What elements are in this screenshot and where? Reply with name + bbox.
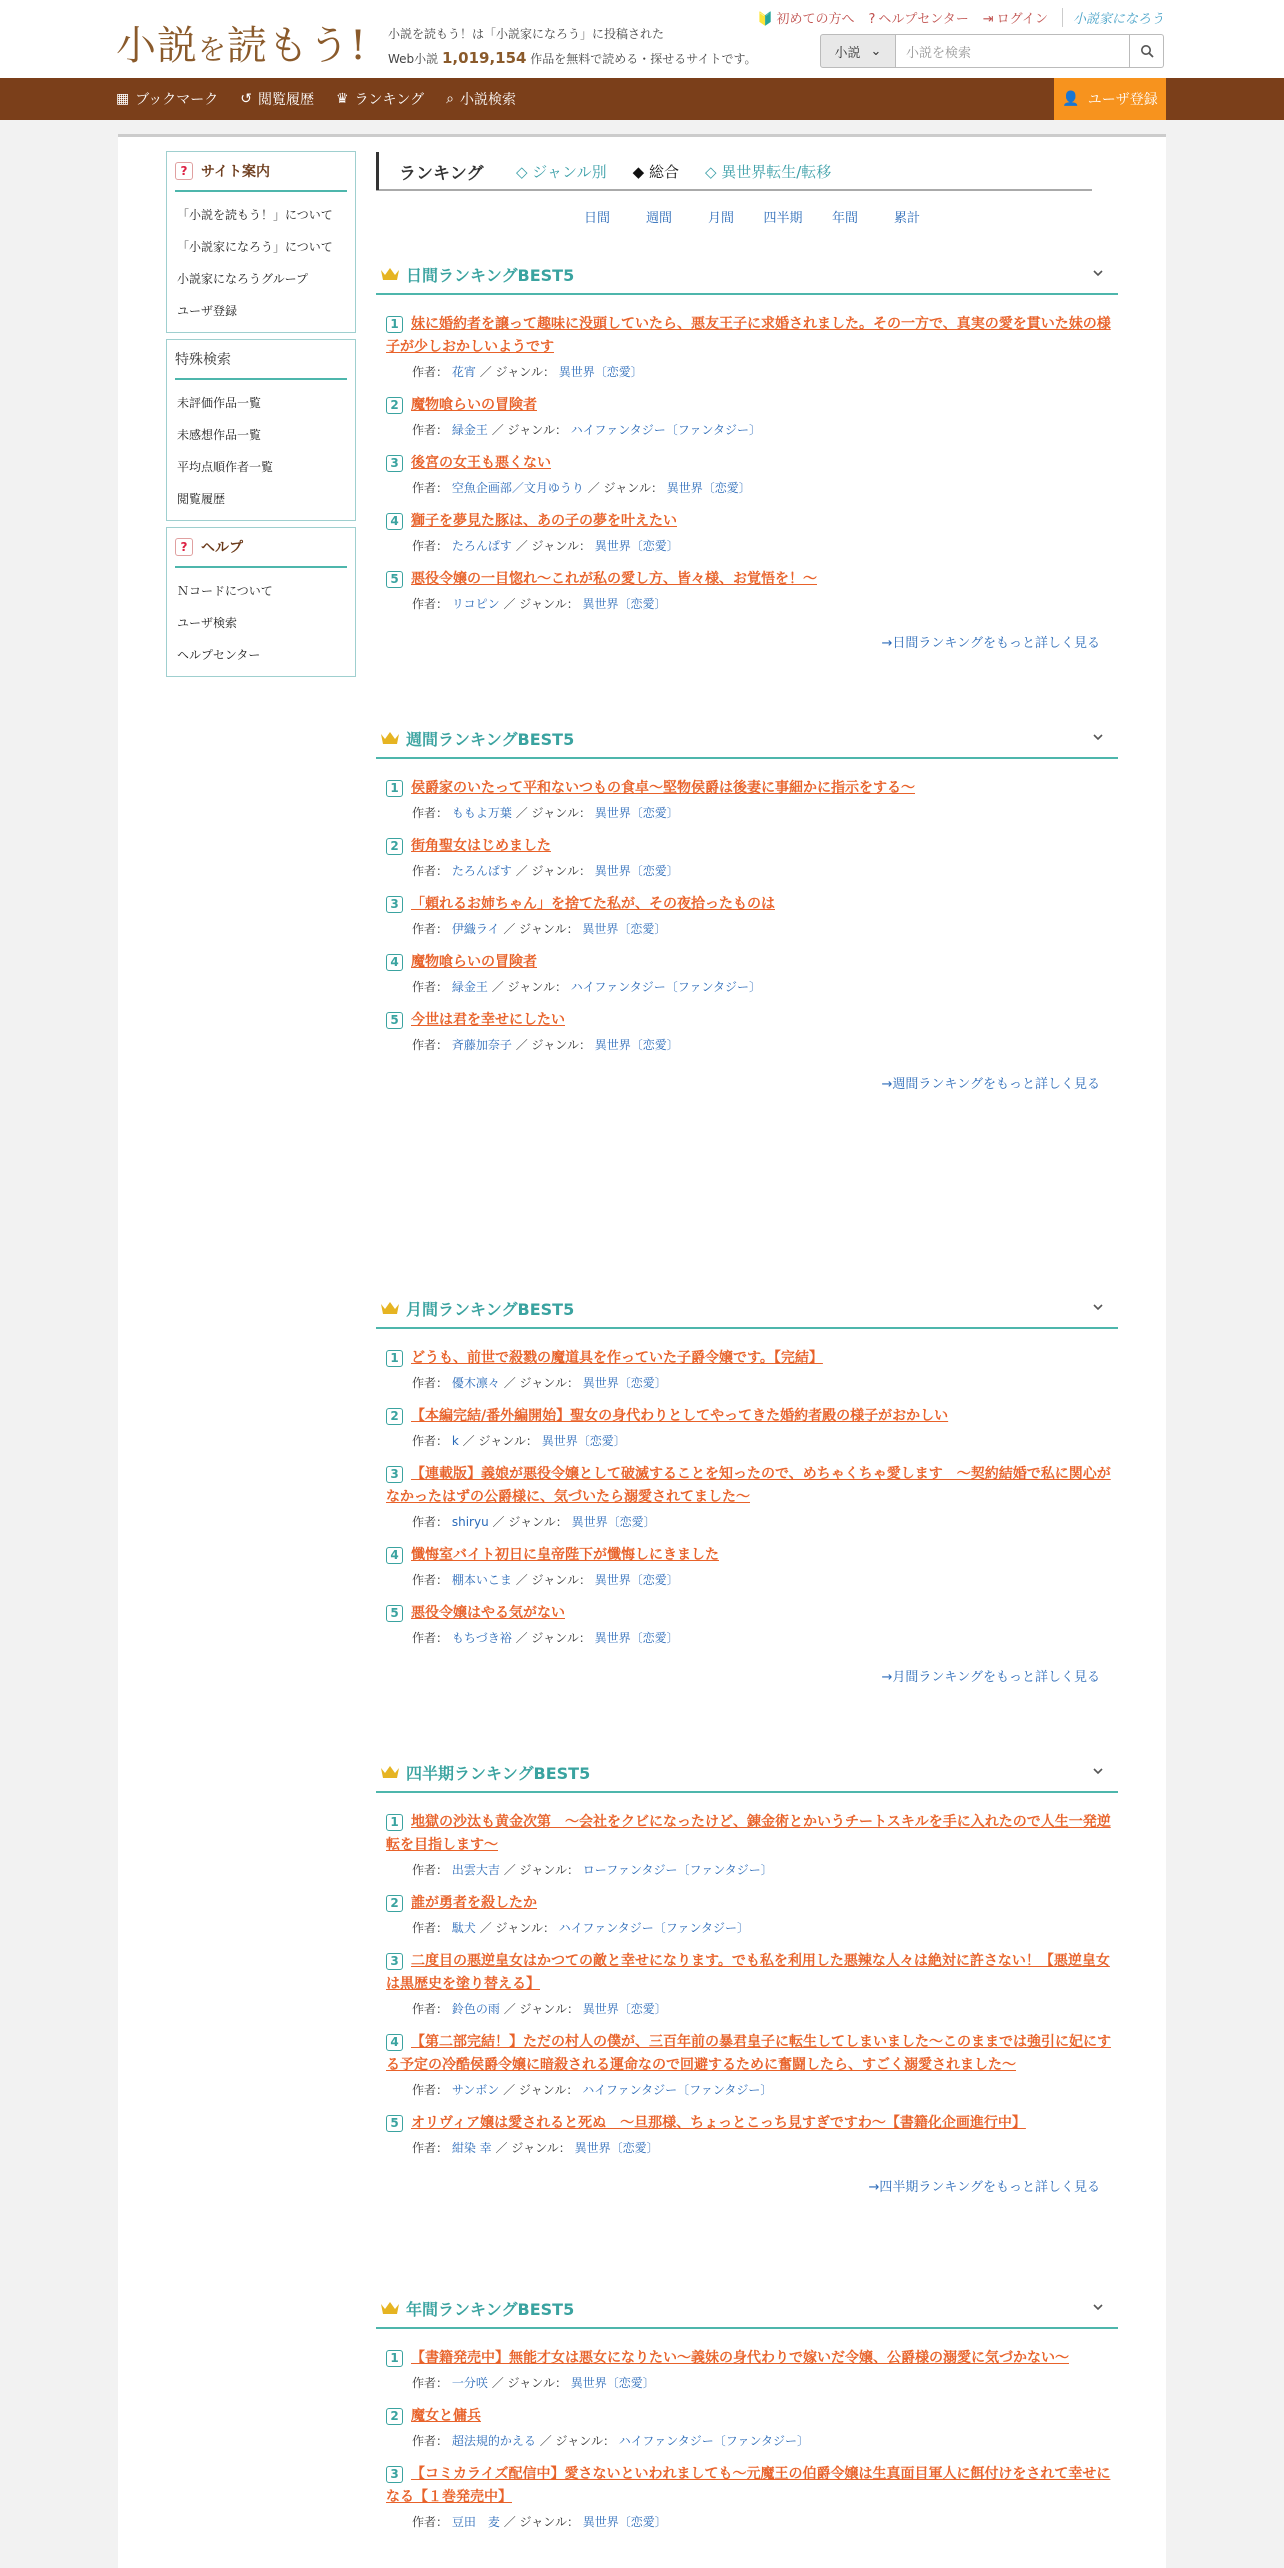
genre-label: ／ ジャンル：	[495, 2141, 571, 2155]
ranking-list	[376, 1329, 1118, 1652]
sidebar-item[interactable]: 平均点順作者一覧	[177, 459, 274, 474]
ranking-header[interactable]	[376, 255, 1118, 295]
rank-number: 2	[386, 1408, 403, 1425]
site-logo[interactable]: 小説を読もう!	[116, 23, 368, 69]
author-link[interactable]: 空魚企画部／文月ゆうり	[451, 481, 584, 495]
ranking-item	[376, 1536, 1118, 1594]
work-title-link[interactable]: 今世は君を幸せにしたい	[411, 1012, 565, 1028]
work-title-link[interactable]: 「頼れるお姉ちゃん」を捨てた私が、その夜拾ったものは	[411, 896, 775, 912]
genre-label: ／ ジャンル：	[503, 2083, 579, 2097]
shield-icon: 🔰	[757, 12, 774, 27]
author-label: 作者：	[412, 1376, 449, 1390]
search-input[interactable]: 小説を検索	[896, 34, 1130, 68]
ranking-item	[376, 444, 1118, 502]
work-title-link[interactable]: オリヴィア嬢は愛されると死ぬ ～旦那様、ちょっとこっち見すぎですわ～【書籍化企画進行中】	[411, 2115, 1026, 2131]
sidebar-help-title: ? ヘルプ	[175, 528, 347, 568]
work-meta	[386, 1919, 1118, 1936]
genre-label: ／ ジャンル：	[515, 864, 591, 878]
author-link[interactable]: 緑金王	[451, 423, 488, 437]
author-label: 作者：	[412, 1515, 449, 1529]
sidebar-item[interactable]: 未感想作品一覧	[177, 427, 262, 442]
ranking-item	[376, 2455, 1118, 2536]
work-meta	[386, 2000, 1118, 2017]
author-label: 作者：	[412, 2083, 449, 2097]
ranking-item	[376, 1594, 1118, 1652]
work-meta	[386, 920, 1118, 937]
author-label: 作者：	[412, 864, 449, 878]
work-title-link[interactable]: 【連載版】義娘が悪役令嬢として破滅することを知ったので、めちゃくちゃ愛します ～契約結婚で私に関心がなかったはずの公爵様に、気づいたら溺愛されてました～	[386, 1466, 1111, 1505]
genre-link[interactable]: 異世界〔恋愛〕	[594, 539, 679, 553]
genre-link[interactable]: ハイファンタジー〔ファンタジー〕	[570, 980, 761, 994]
genre-link[interactable]: 異世界〔恋愛〕	[594, 864, 679, 878]
content-panel	[118, 134, 1166, 2568]
ranking-item	[376, 2397, 1118, 2455]
author-link[interactable]: 花宵	[451, 365, 476, 379]
ranking-item	[376, 1884, 1118, 1942]
weekly-ranking	[376, 719, 1118, 1092]
genre-label: ／ ジャンル：	[491, 2376, 567, 2390]
ranking-item	[376, 2339, 1118, 2397]
rank-number: 4	[386, 1547, 403, 1564]
ranking-title: 月間ランキングBEST5	[406, 1299, 575, 1319]
author-label: 作者：	[412, 806, 449, 820]
genre-label: ／ ジャンル：	[587, 481, 663, 495]
rank-number: 3	[386, 1466, 403, 1483]
site-header	[0, 0, 1284, 78]
crown-icon	[380, 730, 400, 746]
period-weekly[interactable]: 週間	[645, 211, 672, 226]
author-label: 作者：	[412, 2141, 449, 2155]
work-meta	[386, 1036, 1118, 1053]
work-title-link[interactable]: 【第二部完結！】ただの村人の僕が、三百年前の暴君皇子に転生してしまいました～このままでは強引に妃にする予定の冷酷侯爵令嬢に暗殺される運命なので回避するために奮闘したら、すごく溺愛されました～	[386, 2034, 1111, 2073]
genre-label: ／ ジャンル：	[479, 1921, 555, 1935]
work-title-link[interactable]: 誰が勇者を殺したか	[411, 1895, 537, 1911]
work-title-link[interactable]: 悪役令嬢はやる気がない	[411, 1605, 565, 1621]
work-meta	[386, 2139, 1118, 2156]
work-meta	[386, 595, 1118, 612]
ranking-list	[376, 2329, 1118, 2536]
genre-label: ／ ジャンル：	[479, 365, 555, 379]
question-icon: ?	[175, 162, 193, 180]
genre-link[interactable]: 異世界〔恋愛〕	[570, 2376, 655, 2390]
author-link[interactable]: 一分咲	[451, 2376, 488, 2390]
rank-number: 5	[386, 2115, 403, 2132]
author-link[interactable]: サンボン	[451, 2083, 500, 2097]
work-title-link[interactable]: 魔女と傭兵	[411, 2408, 481, 2424]
period-total[interactable]: 累計	[893, 211, 920, 226]
nav-ranking[interactable]: ♛ ランキング	[336, 91, 425, 108]
rank-number: 2	[386, 1895, 403, 1912]
main-nav	[0, 78, 1284, 120]
genre-link[interactable]: 異世界〔恋愛〕	[582, 922, 667, 936]
author-label: 作者：	[412, 1038, 449, 1052]
crown-icon	[380, 1764, 400, 1780]
genre-link[interactable]: ハイファンタジー〔ファンタジー〕	[582, 2083, 773, 2097]
ranking-item	[376, 1397, 1118, 1455]
ranking-item	[376, 305, 1118, 386]
genre-link[interactable]: 異世界〔恋愛〕	[574, 2141, 659, 2155]
rank-number: 1	[386, 1814, 403, 1831]
search-type-select[interactable]: 小説 ⌄	[820, 34, 896, 68]
ranking-tabs	[376, 153, 1092, 191]
genre-link[interactable]: ハイファンタジー〔ファンタジー〕	[618, 2434, 809, 2448]
rank-number: 1	[386, 780, 403, 797]
work-meta	[386, 2081, 1118, 2098]
author-label: 作者：	[412, 922, 449, 936]
period-links	[566, 207, 938, 226]
chevron-down-icon[interactable]	[1092, 2301, 1104, 2313]
author-link[interactable]: たろんぱす	[451, 864, 512, 878]
author-link[interactable]: 駄犬	[451, 1921, 476, 1935]
bookmark-icon: ▦	[116, 91, 130, 107]
rank-number: 5	[386, 571, 403, 588]
yearly-ranking	[376, 2289, 1118, 2536]
author-link[interactable]: 棚本いこま	[451, 1573, 512, 1587]
ranking-item	[376, 885, 1118, 943]
author-link[interactable]: 豆田 麦	[451, 2515, 500, 2529]
work-meta	[386, 978, 1118, 995]
ranking-header[interactable]	[376, 1753, 1118, 1793]
ranking-title: 年間ランキングBEST5	[406, 2299, 575, 2319]
author-label: 作者：	[412, 539, 449, 553]
rank-number: 5	[386, 1012, 403, 1029]
crown-icon	[380, 266, 400, 282]
author-label: 作者：	[412, 1921, 449, 1935]
genre-link[interactable]: ハイファンタジー〔ファンタジー〕	[570, 423, 761, 437]
rank-number: 3	[386, 1953, 403, 1970]
genre-label: ／ ジャンル：	[503, 922, 579, 936]
work-title-link[interactable]: 懺悔室バイト初日に皇帝陛下が懺悔しにきました	[411, 1547, 719, 1563]
period-monthly[interactable]: 月間	[707, 211, 734, 226]
rank-number: 1	[386, 2350, 403, 2367]
work-title-link[interactable]: 【コミカライズ配信中】愛さないといわれましても～元魔王の伯爵令嬢は生真面目軍人に餌付けをされて幸せになる【１巻発売中】	[386, 2466, 1111, 2505]
search-icon	[1140, 44, 1154, 58]
sidebar-item[interactable]: 「小説を読もう！」について	[177, 207, 333, 222]
work-title-link[interactable]: 後宮の女王も悪くない	[411, 455, 551, 471]
ranking-item	[376, 1942, 1118, 2023]
genre-link[interactable]: 異世界〔恋愛〕	[666, 481, 751, 495]
crown-icon	[380, 2300, 400, 2316]
ranking-more-link[interactable]: →四半期ランキングをもっと詳しく見る	[868, 2180, 1100, 2195]
work-meta	[386, 2432, 1118, 2449]
search-icon: ⌕	[446, 91, 454, 107]
chevron-down-icon[interactable]	[1092, 267, 1104, 279]
ranking-item	[376, 1455, 1118, 1536]
work-meta	[386, 363, 1118, 380]
ranking-item	[376, 2104, 1118, 2162]
genre-link[interactable]: ハイファンタジー〔ファンタジー〕	[558, 1921, 749, 1935]
genre-label: ／ ジャンル：	[515, 1631, 591, 1645]
rank-number: 5	[386, 1605, 403, 1622]
sidebar-special-title: 特殊検索	[175, 340, 347, 380]
search-button[interactable]	[1130, 34, 1164, 68]
ranking-title: 週間ランキングBEST5	[406, 729, 575, 749]
ranking-more-link[interactable]: →日間ランキングをもっと詳しく見る	[881, 636, 1100, 651]
rank-number: 1	[386, 1350, 403, 1367]
author-link[interactable]: 優木凛々	[451, 1376, 500, 1390]
daily-ranking	[376, 255, 1118, 651]
ranking-header[interactable]	[376, 719, 1118, 759]
author-link[interactable]: 出雲大吉	[451, 1863, 500, 1877]
genre-label: ／ ジャンル：	[539, 2434, 615, 2448]
login-link[interactable]: ⇥ ログイン	[982, 12, 1048, 27]
sidebar-item[interactable]: 小説家になろうグループ	[177, 271, 309, 286]
search-bar	[820, 34, 1164, 68]
ranking-item	[376, 1001, 1118, 1059]
genre-label: ／ ジャンル：	[503, 1376, 579, 1390]
tab-total[interactable]: ◆ 総合	[632, 162, 679, 181]
nav-history[interactable]: ↺ 閲覧履歴	[240, 91, 314, 108]
work-meta	[386, 2513, 1118, 2530]
ranking-more-link[interactable]: →週間ランキングをもっと詳しく見る	[881, 1077, 1100, 1092]
work-title-link[interactable]: 獅子を夢見た豚は、あの子の夢を叶えたい	[411, 513, 677, 529]
rank-number: 3	[386, 896, 403, 913]
work-count: 1,019,154	[442, 49, 527, 67]
rank-number: 2	[386, 2408, 403, 2425]
genre-label: ／ ジャンル：	[492, 1515, 568, 1529]
question-circle-icon: ?	[868, 12, 876, 27]
sidebar-item[interactable]: ユーザ登録	[177, 303, 238, 318]
work-meta	[386, 1513, 1118, 1530]
author-link[interactable]: 紺染 幸	[451, 2141, 492, 2155]
genre-label: ／ ジャンル：	[503, 2515, 579, 2529]
genre-label: ／ ジャンル：	[515, 539, 591, 553]
ranking-header[interactable]	[376, 1289, 1118, 1329]
genre-label: ／ ジャンル：	[491, 423, 567, 437]
genre-label: ／ ジャンル：	[503, 1863, 579, 1877]
rank-number: 4	[386, 954, 403, 971]
genre-label: ／ ジャンル：	[515, 1573, 591, 1587]
rank-number: 3	[386, 455, 403, 472]
genre-link[interactable]: 異世界〔恋愛〕	[582, 597, 667, 611]
sidebar-item[interactable]: 「小説家になろう」について	[177, 239, 333, 254]
work-title-link[interactable]: 【本編完結/番外編開始】聖女の身代わりとしてやってきた婚約者殿の様子がおかしい	[411, 1408, 949, 1424]
genre-link[interactable]: 異世界〔恋愛〕	[582, 2002, 667, 2016]
genre-label: ／ ジャンル：	[462, 1434, 538, 1448]
rank-number: 2	[386, 838, 403, 855]
work-meta	[386, 1374, 1118, 1391]
author-link[interactable]: 伊織ライ	[451, 922, 500, 936]
ranking-item	[376, 1339, 1118, 1397]
author-label: 作者：	[412, 597, 449, 611]
crown-icon: ♛	[336, 91, 349, 107]
genre-link[interactable]: 異世界〔恋愛〕	[582, 1376, 667, 1390]
genre-label: ／ ジャンル：	[503, 597, 579, 611]
user-icon: 👤	[1062, 91, 1080, 107]
work-title-link[interactable]: 妹に婚約者を譲って趣味に没頭していたら、悪友王子に求婚されました。その一方で、真実の愛を貫いた妹の様子が少しおかしいようです	[386, 316, 1111, 355]
rank-number: 3	[386, 2466, 403, 2483]
help-center-link[interactable]: ? ヘルプセンター	[868, 12, 969, 27]
login-icon: ⇥	[982, 12, 994, 27]
work-title-link[interactable]: 地獄の沙汰も黄金次第 ～会社をクビになったけど、錬金術とかいうチートスキルを手に入れたので人生一発逆転を目指します～	[386, 1814, 1111, 1853]
ranking-list	[376, 295, 1118, 618]
genre-link[interactable]: 異世界〔恋愛〕	[594, 806, 679, 820]
author-label: 作者：	[412, 2376, 449, 2390]
author-link[interactable]: もちづき裕	[451, 1631, 512, 1645]
genre-link[interactable]: ローファンタジー〔ファンタジー〕	[582, 1863, 773, 1877]
genre-label: ／ ジャンル：	[503, 2002, 579, 2016]
author-label: 作者：	[412, 2434, 449, 2448]
genre-link[interactable]: 異世界〔恋愛〕	[582, 2515, 667, 2529]
work-meta	[386, 479, 1118, 496]
genre-link[interactable]: 異世界〔恋愛〕	[594, 1631, 679, 1645]
author-label: 作者：	[412, 2002, 449, 2016]
work-meta	[386, 421, 1118, 438]
chevron-down-icon: ⌄	[870, 43, 882, 59]
tab-isekai[interactable]: ◇ 異世界転生/転移	[704, 162, 832, 181]
sidebar-item[interactable]: Ｎコードについて	[177, 583, 273, 598]
work-meta	[386, 1432, 1118, 1449]
genre-label: ／ ジャンル：	[515, 1038, 591, 1052]
genre-link[interactable]: 異世界〔恋愛〕	[558, 365, 643, 379]
history-icon: ↺	[240, 91, 252, 107]
work-title-link[interactable]: 魔物喰らいの冒険者	[411, 954, 537, 970]
work-title-link[interactable]: どうも、前世で殺戮の魔道具を作っていた子爵令嬢です。【完結】	[411, 1350, 823, 1366]
author-label: 作者：	[412, 1631, 449, 1645]
sidebar-item[interactable]: 閲覧履歴	[177, 491, 226, 506]
genre-link[interactable]: 異世界〔恋愛〕	[571, 1515, 656, 1529]
nav-search[interactable]: ⌕ 小説検索	[446, 91, 516, 108]
genre-label: ／ ジャンル：	[491, 980, 567, 994]
rank-number: 1	[386, 316, 403, 333]
sidebar-guide-title: ? サイト案内	[175, 152, 347, 192]
author-link[interactable]: ももよ万葉	[451, 806, 512, 820]
chevron-down-icon[interactable]	[1092, 1765, 1104, 1777]
crown-icon	[380, 1300, 400, 1316]
author-label: 作者：	[412, 2515, 449, 2529]
work-meta	[386, 1861, 1118, 1878]
ranking-title: 日間ランキングBEST5	[406, 265, 575, 285]
author-link[interactable]: k	[451, 1434, 459, 1448]
author-label: 作者：	[412, 481, 449, 495]
rank-number: 2	[386, 397, 403, 414]
author-label: 作者：	[412, 1863, 449, 1877]
genre-link[interactable]: 異世界〔恋愛〕	[594, 1038, 679, 1052]
work-meta	[386, 1571, 1118, 1588]
sidebar-item[interactable]: ユーザ検索	[177, 615, 238, 630]
work-title-link[interactable]: 魔物喰らいの冒険者	[411, 397, 537, 413]
work-meta	[386, 804, 1118, 821]
chevron-down-icon[interactable]	[1092, 1301, 1104, 1313]
ranking-item	[376, 1803, 1118, 1884]
period-quarterly[interactable]: 四半期	[763, 211, 803, 226]
quarterly-ranking	[376, 1753, 1118, 2195]
author-link[interactable]: リコピン	[451, 597, 500, 611]
author-link[interactable]: shiryu	[451, 1515, 489, 1529]
work-title-link[interactable]: 悪役令嬢の一目惚れ～これが私の愛し方、皆々様、お覚悟を！～	[411, 571, 817, 587]
author-link[interactable]: 超法規的かえる	[451, 2434, 536, 2448]
rank-number: 4	[386, 2034, 403, 2051]
ranking-item	[376, 386, 1118, 444]
sidebar-guide	[166, 151, 356, 333]
author-label: 作者：	[412, 423, 449, 437]
chevron-down-icon[interactable]	[1092, 731, 1104, 743]
ranking-title: 四半期ランキングBEST5	[406, 1763, 591, 1783]
tab-genre[interactable]: ◇ ジャンル別	[516, 162, 607, 181]
period-yearly[interactable]: 年間	[831, 211, 858, 226]
author-label: 作者：	[412, 365, 449, 379]
ranking-item	[376, 827, 1118, 885]
sidebar-special	[166, 339, 356, 521]
monthly-ranking	[376, 1289, 1118, 1685]
ranking-header[interactable]	[376, 2289, 1118, 2329]
author-link[interactable]: 斉藤加奈子	[451, 1038, 512, 1052]
rank-number: 4	[386, 513, 403, 530]
question-icon: ?	[175, 538, 193, 556]
work-title-link[interactable]: 【書籍発売中】無能才女は悪女になりたい～義妹の身代わりで嫁いだ令嬢、公爵様の溺愛に気づかない～	[411, 2350, 1069, 2366]
work-meta	[386, 1629, 1118, 1646]
period-daily[interactable]: 日間	[583, 211, 610, 226]
author-label: 作者：	[412, 1573, 449, 1587]
work-meta	[386, 862, 1118, 879]
ranking-more-link[interactable]: →月間ランキングをもっと詳しく見る	[881, 1670, 1100, 1685]
user-register-button[interactable]: 👤 ユーザ登録	[1054, 78, 1166, 120]
work-meta	[386, 2374, 1118, 2391]
author-label: 作者：	[412, 980, 449, 994]
ranking-item	[376, 943, 1118, 1001]
sidebar-item[interactable]: ヘルプセンター	[177, 647, 261, 662]
work-title-link[interactable]: 二度目の悪逆皇女はかつての敵と幸せになります。でも私を利用した悪辣な人々は絶対に許さない！【悪逆皇女は黒歴史を塗り替える】	[386, 1953, 1110, 1992]
sidebar-help	[166, 527, 356, 677]
author-link[interactable]: たろんぱす	[451, 539, 512, 553]
ranking-list	[376, 1793, 1118, 2162]
work-title-link[interactable]: 街角聖女はじめました	[411, 838, 551, 854]
nav-bookmark[interactable]: ▦ ブックマーク	[116, 91, 219, 108]
ranking-list	[376, 759, 1118, 1059]
genre-link[interactable]: 異世界〔恋愛〕	[541, 1434, 626, 1448]
ranking-item	[376, 502, 1118, 560]
author-link[interactable]: 緑金王	[451, 980, 488, 994]
author-link[interactable]: 鈴色の雨	[451, 2002, 500, 2016]
top-links	[757, 8, 1164, 27]
genre-link[interactable]: 異世界〔恋愛〕	[594, 1573, 679, 1587]
genre-label: ／ ジャンル：	[515, 806, 591, 820]
site-description: 小説を読もう！は「小説家になろう」に投稿された Web小説 1,019,154 作品を無料で読める・探せるサイトです。	[388, 27, 757, 67]
ranking-item	[376, 2023, 1118, 2104]
first-visit-link[interactable]: 🔰 初めての方へ	[757, 12, 855, 27]
narou-brand-link[interactable]: 小説家になろう	[1062, 8, 1164, 27]
ranking-item	[376, 560, 1118, 618]
ranking-item	[376, 769, 1118, 827]
sidebar-item[interactable]: 未評価作品一覧	[177, 395, 262, 410]
ranking-heading: ランキング	[376, 152, 516, 190]
author-label: 作者：	[412, 1434, 449, 1448]
work-title-link[interactable]: 侯爵家のいたって平和ないつもの食卓～堅物侯爵は後妻に事細かに指示をする～	[411, 780, 915, 796]
work-meta	[386, 537, 1118, 554]
